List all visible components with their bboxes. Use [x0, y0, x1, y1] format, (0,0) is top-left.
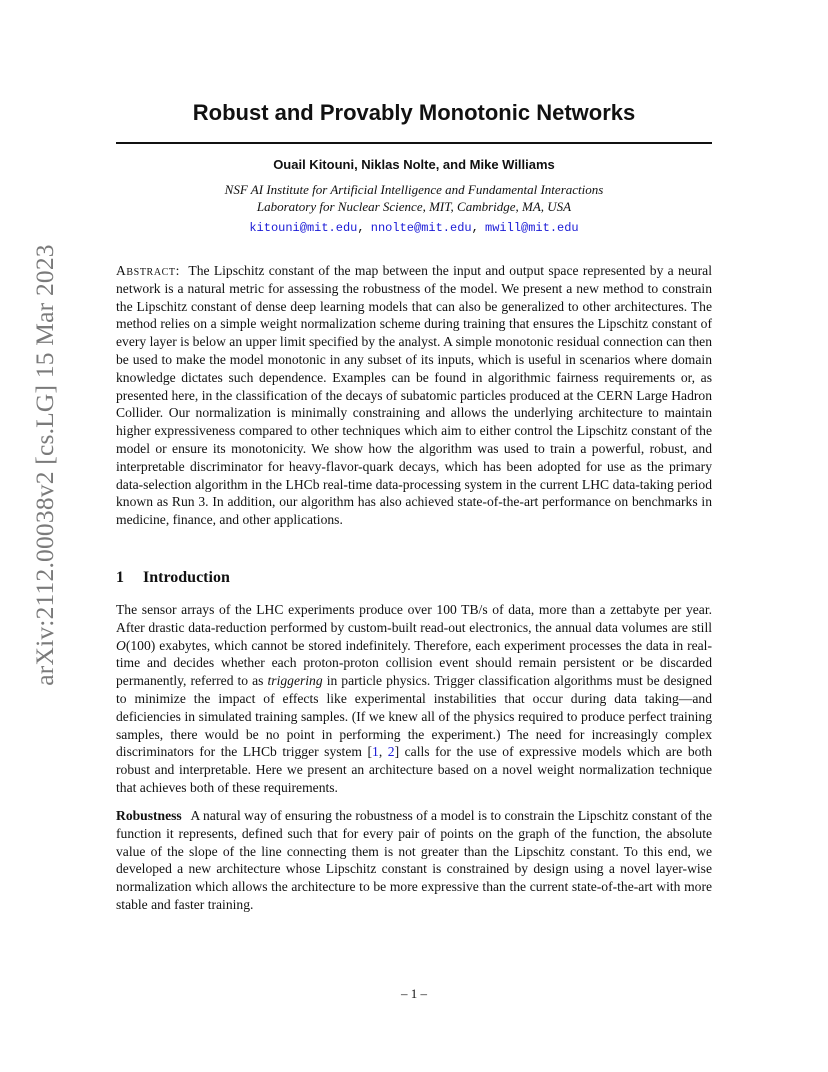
email-link-kitouni[interactable]: kitouni@mit.edu	[249, 221, 358, 235]
citation-link-2[interactable]: 2	[387, 744, 395, 760]
author-emails	[116, 221, 712, 235]
page-number: – 1 –	[401, 986, 427, 1001]
abstract	[116, 262, 712, 529]
intro-text-b: (100) exabytes, which cannot be stored indefinitely. Therefore, each experiment processes the data in real-time and decides whether each proton-proton collision event should remain persistent or be discarded permanently, referred to as	[116, 637, 712, 689]
intro-text-c: in particle physics. Trigger classification algorithms must be designed to minimize the impact of effects like experimental instabilities that occur during data taking—and deficiencies in simulated training samples. (If we knew all of the physics required to produce perfect training samples, there would be no point in performing the experiment.) The need for increasingly complex discriminators for the LHCb trigger system [	[116, 673, 712, 760]
arxiv-identifier-text: arXiv:2112.00038v2 [cs.LG] 15 Mar 2023	[30, 244, 59, 686]
email-separator: ,	[471, 221, 486, 235]
section-title: Introduction	[143, 569, 230, 586]
section-number: 1	[116, 569, 124, 586]
robustness-heading: Robustness	[116, 808, 182, 823]
intro-emphasis-triggering: triggering	[267, 673, 323, 689]
robustness-paragraph	[116, 807, 712, 914]
section-heading-introduction	[116, 569, 230, 587]
paper-title: Robust and Provably Monotonic Networks	[192, 100, 636, 125]
email-link-nnolte[interactable]: nnolte@mit.edu	[370, 221, 472, 235]
title-rule	[116, 142, 712, 144]
citation-separator: ,	[378, 744, 388, 760]
intro-math-O: O	[116, 637, 126, 653]
robustness-text: A natural way of ensuring the robustness of a model is to constrain the Lipschitz constant of the function it represents, defined such that for every pair of points on the graph of the function, the absolute value of the slope of the line connecting them is not greater than the Lipschitz constant. To this end, we developed a new architecture whose Lipschitz constant is constrained by design using a novel layer-wise normalization which allows the architecture to be more expressive than the current state-of-the-art with more stable and faster training.	[116, 808, 712, 912]
intro-text-a: The sensor arrays of the LHC experiments produce over 100 TB/s of data, more than a zettabyte per year. After drastic data-reduction performed by custom-built read-out electronics, the annual data volumes are still	[116, 602, 712, 635]
author-list: Ouail Kitouni, Niklas Nolte, and Mike Williams	[273, 157, 555, 172]
affiliation-line-2: Laboratory for Nuclear Science, MIT, Cambridge, MA, USA	[256, 199, 572, 214]
email-link-mwill[interactable]: mwill@mit.edu	[485, 221, 579, 235]
citation-link-1[interactable]: 1	[372, 744, 379, 760]
intro-text-d: ] calls for the use of expressive models which are both robust and interpretable. Here we present an architecture based on a novel weight normalization technique that achieves both of these requirements.	[116, 744, 712, 795]
affiliation-line-1: NSF AI Institute for Artificial Intelligence and Fundamental Interactions	[224, 182, 604, 197]
abstract-text: The Lipschitz constant of the map between the input and output space represented by a neural network is a natural metric for assessing the robustness of the model. We present a new method to constrain the Lipschitz constant of dense deep learning models that can also be generalized to other architectures. The method relies on a simple weight normalization scheme during training that ensures the Lipschitz constant of every layer is below an upper limit specified by the analyst. A simple monotonic residual connection can then be used to make the model monotonic in any subset of its inputs, which is useful in scenarios where domain knowledge dictates such dependence. Examples can be found in algorithmic fairness requirements or, as presented here, in the classification of the decays of subatomic particles produced at the CERN Large Hadron Collider. Our normalization is minimally constraining and allows the underlying architecture to maintain higher expressiveness compared to other techniques which aim to either control the Lipschitz constant of the model or ensure its monotonicity. We show how the algorithm was used to train a powerful, robust, and interpretable discriminator for heavy-flavor-quark decays, which has been adopted for use as the primary data-selection algorithm in the LHCb real-time data-processing system in the current LHC data-taking period known as Run 3. In addition, our algorithm has also achieved state-of-the-art performance on benchmarks in medicine, finance, and other applications.	[116, 263, 712, 528]
abstract-label: Abstract:	[116, 263, 181, 278]
email-separator: ,	[357, 221, 371, 235]
introduction-paragraph	[116, 601, 712, 797]
